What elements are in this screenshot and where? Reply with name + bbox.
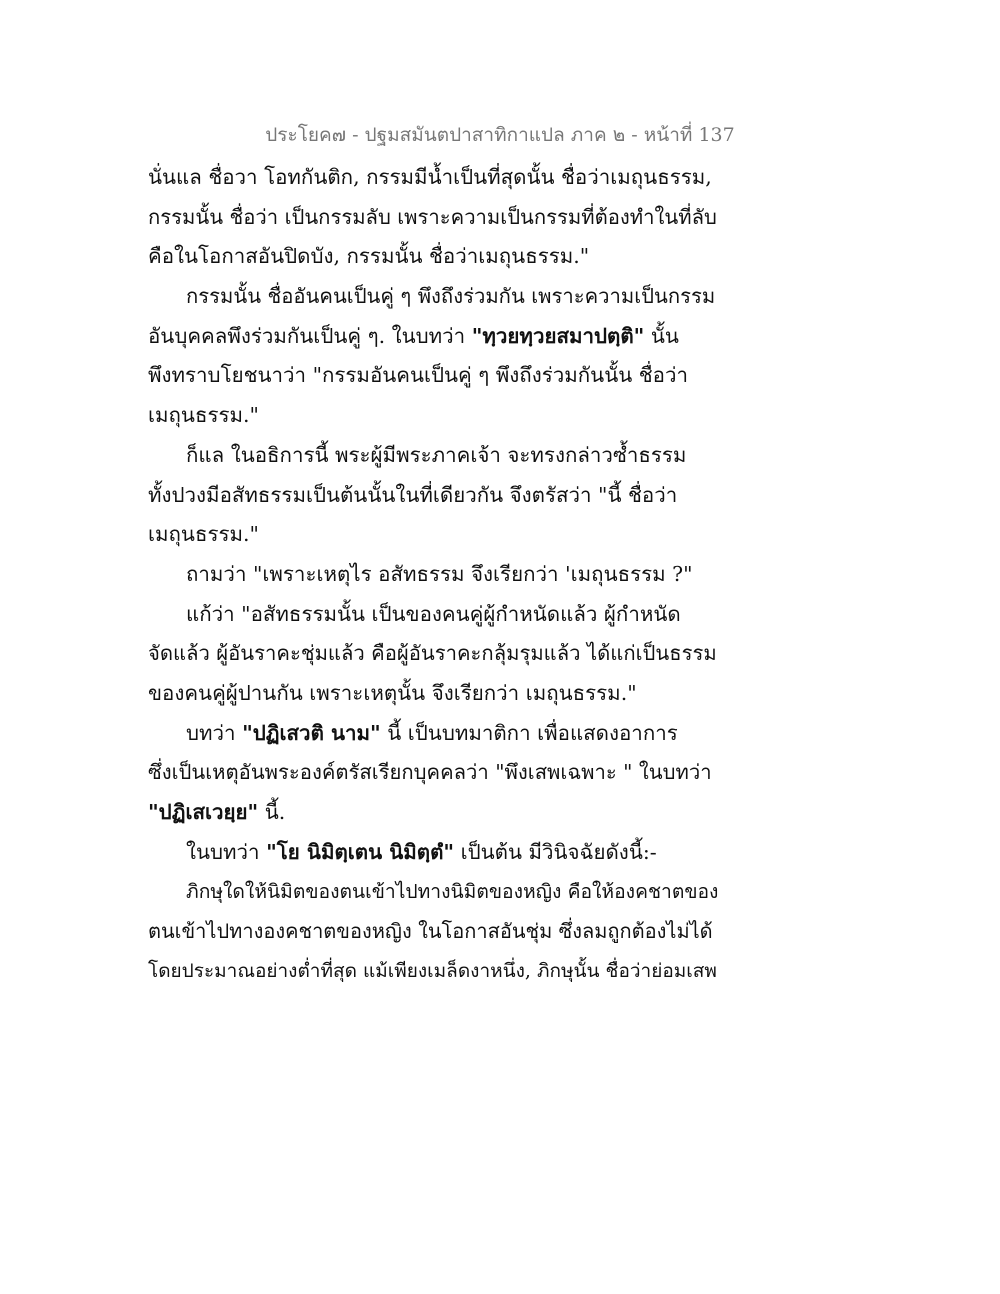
text-line: ทั้งปวงมีอสัทธรรมเป็นต้นนั้นในที่เดียวกัน จึงตรัสว่า "นี้ ชื่อว่า (148, 482, 678, 507)
text-segment: นั้น (644, 323, 679, 348)
text-segment: นี้. (258, 800, 286, 824)
text-line: พึงทราบโยชนาว่า "กรรมอันคนเป็นคู่ ๆ พึงถึงร่วมกันนั้น ชื่อว่า (148, 363, 688, 388)
text-line: เมถุนธรรม." (148, 403, 259, 428)
text-line: คือในโอกาสอันปิดบัง, กรรมนั้น ชื่อว่าเมถุนธรรม." (148, 244, 590, 269)
text-line: กรรมนั้น ชื่อว่า เป็นกรรมลับ เพราะความเป็นกรรมที่ต้องทำในที่ลับ (148, 204, 717, 229)
text-line (148, 793, 718, 833)
pali-term: "ทฺวยทฺวยสมาปตฺติ" (471, 323, 645, 348)
text-segment: อันบุคคลพึงร่วมกันเป็นคู่ ๆ. ในบทว่า (148, 323, 472, 348)
text-line: โดยประมาณอย่างต่ำที่สุด แม้เพียงเมล็ดงาหนึ่ง, ภิกษุนั้น ชื่อว่าย่อมเสพ (148, 959, 717, 982)
text-segment: เป็นต้น มีวินิจฉัยดังนี้:- (454, 839, 657, 864)
text-line: เมถุนธรรม." (148, 522, 259, 547)
text-line: ก็แล ในอธิการนี้ พระผู้มีพระภาคเจ้า จะทรงกล่าวซ้ำธรรม (186, 442, 687, 467)
text-line: แก้ว่า "อสัทธรรมนั้น เป็นของคนคู่ผู้กำหนัดแล้ว ผู้กำหนัด (186, 601, 681, 626)
text-line (148, 714, 718, 754)
text-segment: นี้ เป็นบทมาติกา เพื่อแสดงอาการ (380, 720, 678, 745)
text-line: ภิกษุใดให้นิมิตของตนเข้าไปทางนิมิตของหญิง คือให้องคชาตของ (186, 880, 719, 904)
text-line: นั่นแล ชื่อวา โอทกันติก, กรรมมีน้ำเป็นที่สุดนั้น ชื่อว่าเมถุนธรรม, (148, 165, 712, 189)
pali-term: "โย นิมิตฺเตน นิมิตฺตํ" (266, 839, 455, 864)
pali-term: "ปฏิเสเวยฺย" (148, 800, 259, 824)
text-line: ซึ่งเป็นเหตุอันพระองค์ตรัสเรียกบุคคลว่า "พึงเสพเฉพาะ " ในบทว่า (148, 760, 712, 785)
text-line: ตนเข้าไปทางองคชาตของหญิง ในโอกาสอันชุ่ม ซึ่งลมถูกต้องไม่ได้ (148, 919, 713, 944)
text-line: ของคนคู่ผู้ปานกัน เพราะเหตุนั้น จึงเรียกว่า เมถุนธรรม." (148, 680, 637, 705)
text-line (148, 833, 718, 873)
page-body (148, 158, 718, 991)
text-line: จัดแล้ว ผู้อันราคะชุ่มแล้ว คือผู้อันราคะกลุ้มรุมแล้ว ได้แก่เป็นธรรม (148, 641, 717, 666)
text-segment: บทว่า (186, 720, 243, 745)
text-segment: ในบทว่า (186, 839, 267, 864)
page-header: ประโยค๗ - ปฐมสมันตปาสาทิกาแปล ภาค ๒ - หน้าที่ 137 (265, 124, 735, 146)
text-line (148, 317, 718, 357)
text-line: กรรมนั้น ชื่ออันคนเป็นคู่ ๆ พึงถึงร่วมกัน เพราะความเป็นกรรม (186, 284, 716, 309)
pali-term: "ปฏิเสวติ นาม" (242, 720, 381, 745)
text-line: ถามว่า "เพราะเหตุไร อสัทธรรม จึงเรียกว่า 'เมถุนธรรม ?" (186, 561, 693, 586)
